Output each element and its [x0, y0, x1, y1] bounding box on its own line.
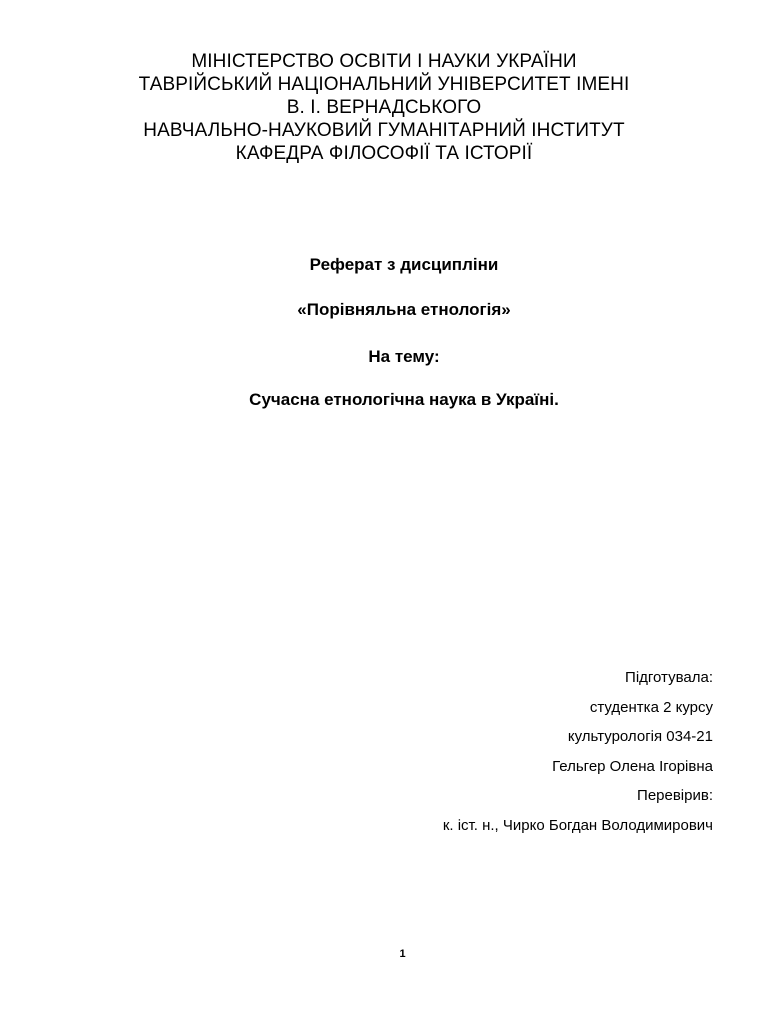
- prepared-label: Підготувала:: [625, 669, 713, 686]
- topic-title: Сучасна етнологічна наука в Україні.: [249, 390, 559, 409]
- subject-heading: Реферат з дисципліни: [309, 255, 499, 274]
- institution-header: [0, 50, 768, 165]
- discipline-title: «Порівняльна етнологія»: [297, 300, 511, 319]
- header-line-university: ТАВРІЙСЬКИЙ НАЦІОНАЛЬНИЙ УНІВЕРСИТЕТ ІМЕНІ: [138, 74, 630, 95]
- author-info-block: [443, 668, 713, 845]
- page-number: 1: [399, 948, 406, 960]
- student-name: Гельгер Олена Ігорівна: [552, 757, 713, 775]
- checked-label: Перевірив:: [637, 787, 713, 804]
- supervisor-name: к. іст. н., Чирко Богдан Володимирович: [442, 816, 713, 834]
- header-line-university-name: В. І. ВЕРНАДСЬКОГО: [286, 97, 482, 118]
- student-course: студентка 2 курсу: [589, 698, 713, 716]
- header-line-ministry: МІНІСТЕРСТВО ОСВІТИ І НАУКИ УКРАЇНИ: [191, 51, 577, 72]
- student-group: культурологія 034-21: [567, 728, 713, 745]
- header-line-institute: НАВЧАЛЬНО-НАУКОВИЙ ГУМАНІТАРНИЙ ІНСТИТУТ: [143, 120, 625, 141]
- header-line-department: КАФЕДРА ФІЛОСОФІЇ ТА ІСТОРІЇ: [235, 143, 533, 164]
- topic-label: На тему:: [368, 347, 440, 366]
